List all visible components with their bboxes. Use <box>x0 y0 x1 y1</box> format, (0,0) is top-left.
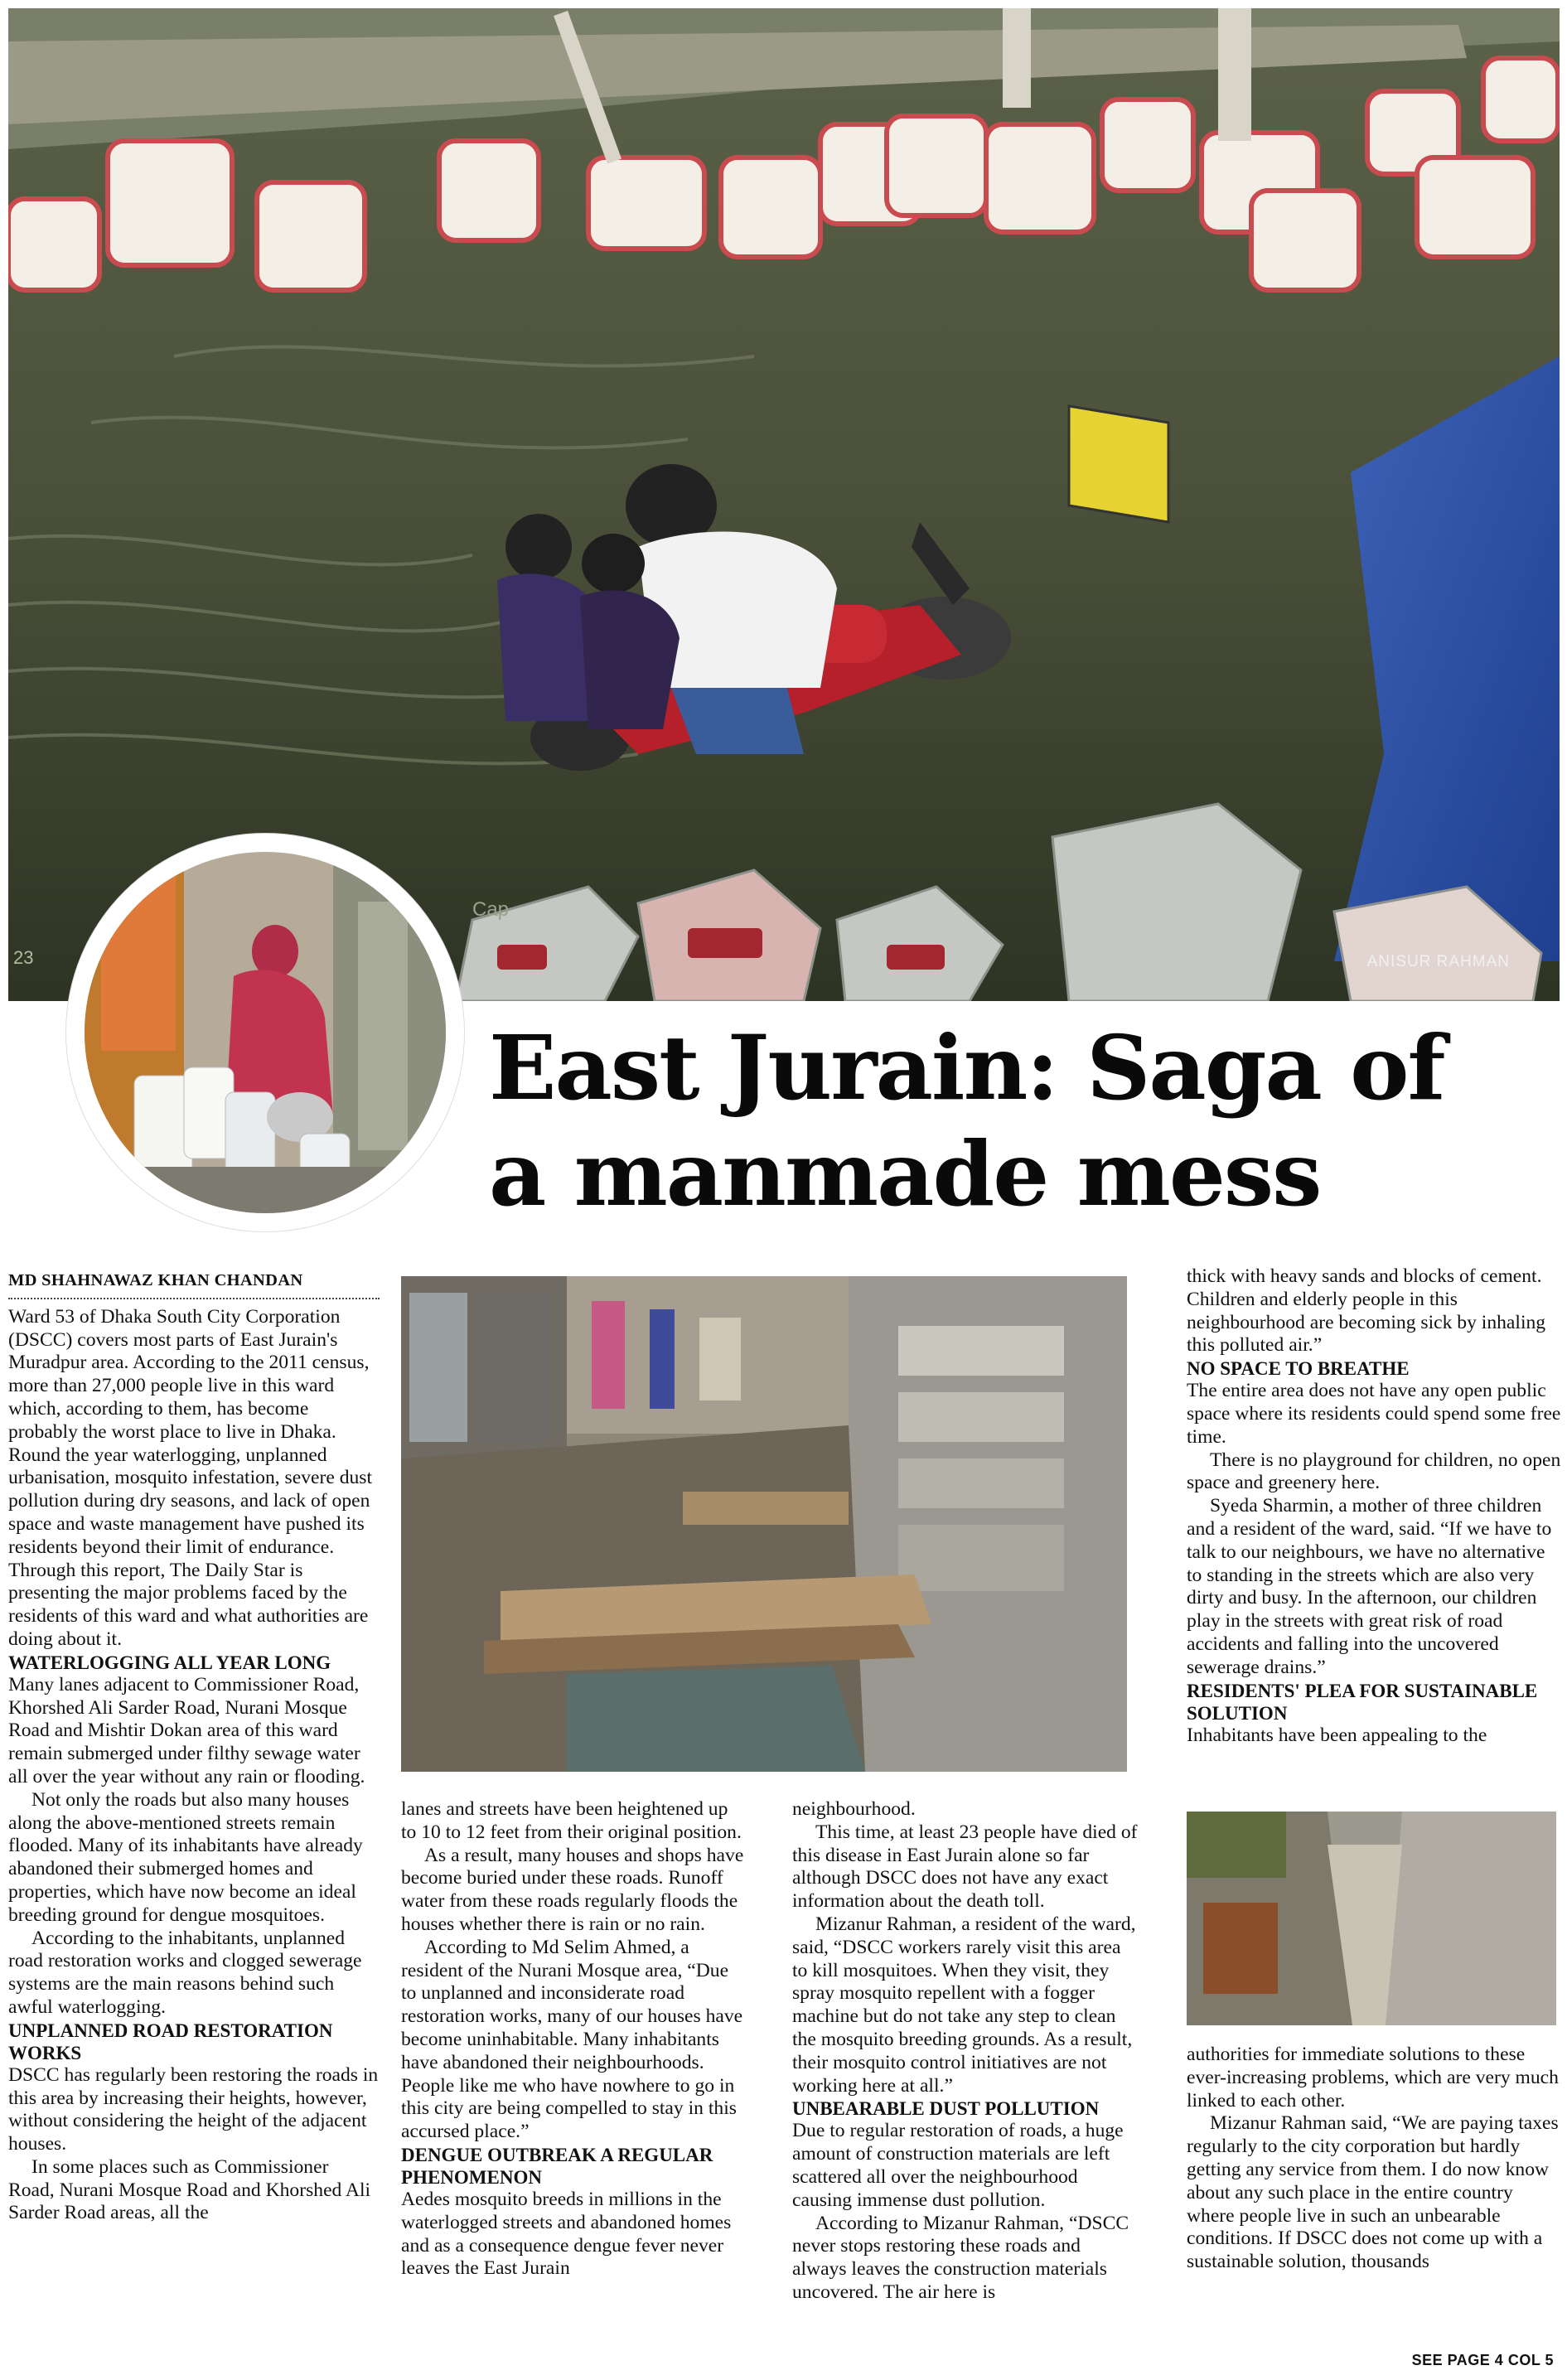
paragraph: Not only the roads but also many houses along the above-mentioned streets remain flooded. Many of its inhabitants have already abandoned their submerged homes and properties, which have now become an ideal breeding ground for dengue mosquitoes. <box>8 1788 363 1926</box>
paragraph: According to Md Selim Ahmed, a resident of the Nurani Mosque area, “Due to unplanned and inconsiderate road restoration works, many of our houses have become uninhabitable. Many inhabitants have abandoned their neighbourhoods. People like me who have nowhere to go in this city are being compelled to stay in this accursed place.” <box>401 1936 743 2143</box>
subhead-no-space: NO SPACE TO BREATHE <box>1187 1358 1410 1380</box>
faint-caption: Cap <box>472 898 510 921</box>
subhead-dust-pollution: UNBEARABLE DUST POLLUTION <box>792 2098 1100 2120</box>
paragraph: This time, at least 23 people have died of this disease in East Jurain alone so far although DSCC does not have any exact information about the death toll. <box>792 1821 1138 1913</box>
headline <box>489 1016 1550 1228</box>
headline-line-1: East Jurain: Saga of <box>489 1017 1444 1120</box>
paragraph: lanes and streets have been heightened up to 10 to 12 feet from their original position. <box>401 1798 742 1843</box>
subhead-waterlogging: WATERLOGGING ALL YEAR LONG <box>8 1652 331 1673</box>
inset-circle-photo <box>66 834 464 1231</box>
article-column-3 <box>792 1798 1139 2305</box>
paragraph: Many lanes adjacent to Commissioner Road, Khorshed Ali Sarder Road, Nurani Mosque Road and Mishtir Dokan area of this ward remain submerged under filthy sewage water all over the year without any rain or flooding. <box>8 1673 365 1787</box>
street-drain-photo <box>401 1276 1127 1772</box>
paragraph: According to Mizanur Rahman, “DSCC never stops restoring these roads and always leaves the construction materials uncovered. The air here is <box>792 2212 1129 2303</box>
alley-photo-illustration <box>1187 1812 1556 2025</box>
street-drain-photo-illustration <box>401 1276 1127 1772</box>
continuation-note: SEE PAGE 4 COL 5 <box>1411 2352 1554 2368</box>
paragraph: As a result, many houses and shops have become buried under these roads. Runoff water from these roads regularly floods the houses whether there is rain or no rain. <box>401 1844 744 1935</box>
subhead-residents-plea: RESIDENTS' PLEA FOR SUSTAINABLE SOLUTION <box>1187 1680 1538 1724</box>
subhead-dengue: DENGUE OUTBREAK A REGULAR PHENOMENON <box>401 2144 713 2188</box>
article-column-4-bottom <box>1187 2044 1561 2274</box>
paragraph: According to the inhabitants, unplanned road restoration works and clogged sewerage systems are the main reasons behind such awful waterlogging. <box>8 1927 362 2018</box>
article-column-1 <box>8 1270 380 2225</box>
paragraph: The entire area does not have any open public space where its residents could spend some free time. <box>1187 1380 1561 1448</box>
paragraph: thick with heavy sands and blocks of cement. Children and elderly people in this neighbourhood are becoming sick by inhaling this polluted air.” <box>1187 1265 1546 1357</box>
paragraph: Mizanur Rahman, a resident of the ward, said, “DSCC workers rarely visit this area to kill mosquitoes. When they visit, they spray mosquito repellent with a fogger machine but do not take any step to clean the mosquito breeding grounds. As a result, their mosquito control initiatives are not working here at all.” <box>792 1913 1136 2097</box>
photo-credit: ANISUR RAHMAN <box>1366 953 1510 970</box>
article-column-4-top <box>1187 1265 1561 1747</box>
paragraph: Mizanur Rahman said, “We are paying taxes regularly to the city corporation but hardly getting any service from them. I do now know about any such place in the entire country where people live in such an unbearable conditions. If DSCC does not come up with a sustainable solution, thousands <box>1187 2112 1559 2273</box>
paragraph: Aedes mosquito breeds in millions in the waterlogged streets and abandoned homes and as a consequence dengue fever never leaves the East Jurain <box>401 2188 732 2280</box>
faint-page-number: 23 <box>13 947 34 968</box>
article-column-2 <box>401 1798 747 2281</box>
paragraph: Due to regular restoration of roads, a huge amount of construction materials are left scattered all over the neighbourhood causing immense dust pollution. <box>792 2120 1124 2211</box>
headline-line-2: a manmade mess <box>489 1123 1321 1226</box>
subhead-road-restoration: UNPLANNED ROAD RESTORATION WORKS <box>8 2020 333 2063</box>
paragraph: Syeda Sharmin, a mother of three children and a resident of the ward, said. “If we have to talk to our neighbours, we have no alternative to standing in the streets which are also very dirty and busy. In the afternoon, our children play in the streets with great risk of road accidents and falling into the uncovered sewerage drains.” <box>1187 1495 1552 1678</box>
paragraph: neighbourhood. <box>792 1798 916 1820</box>
byline: MD SHAHNAWAZ KHAN CHANDAN <box>8 1270 380 1299</box>
alley-photo <box>1187 1812 1556 2025</box>
paragraph: DSCC has regularly been restoring the roads in this area by increasing their heights, however, without considering the height of the adjacent houses. <box>8 2063 379 2155</box>
paragraph: authorities for immediate solutions to these ever-increasing problems, which are very much linked to each other. <box>1187 2044 1559 2112</box>
paragraph: In some places such as Commissioner Road, Nurani Mosque Road and Khorshed Ali Sarder Road areas, all the <box>8 2155 371 2224</box>
inset-photo-illustration <box>85 852 446 1213</box>
paragraph: There is no playground for children, no open space and greenery here. <box>1187 1449 1561 1494</box>
paragraph: Inhabitants have been appealing to the <box>1187 1724 1487 1746</box>
intro-paragraph: Ward 53 of Dhaka South City Corporation (DSCC) covers most parts of East Jurain's Muradpur area. According to the 2011 census, more than 27,000 people live in this ward which, according to them, has become probably the worst place to live in Dhaka. Round the year waterlogging, unplanned urbanisation, mosquito infestation, severe dust pollution during dry seasons, and lack of open space and waste management have pushed its residents beyond their limit of endurance. Through this report, The Daily Star is presenting the major problems faced by the residents of this ward and what authorities are doing about it. <box>8 1305 373 1650</box>
